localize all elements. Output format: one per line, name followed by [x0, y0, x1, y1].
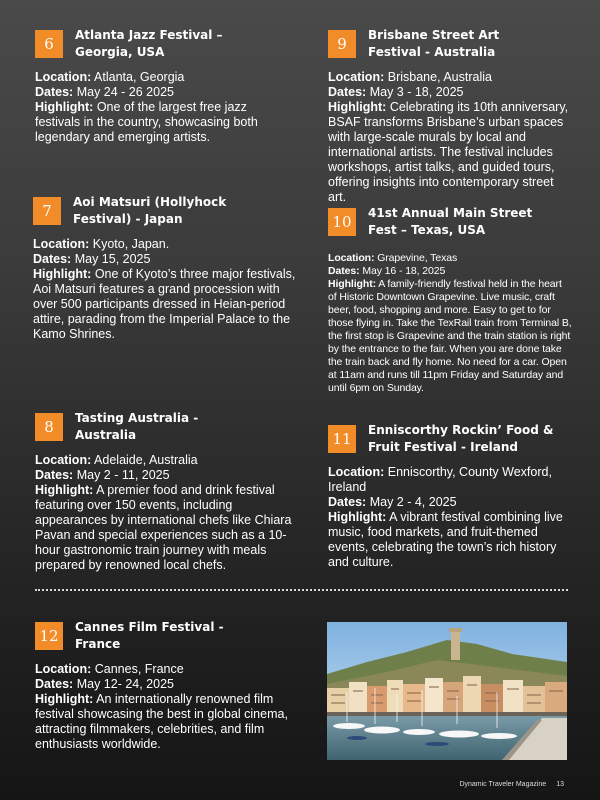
- dates-label: Dates:: [328, 85, 367, 99]
- location-value: Atlanta, Georgia: [94, 70, 185, 84]
- location-value: Enniscorthy, County Wexford, Ireland: [328, 465, 552, 494]
- location-value: Cannes, France: [94, 662, 184, 676]
- entry-header: [33, 197, 298, 237]
- location-label: Location:: [33, 237, 90, 251]
- highlight-label: Highlight:: [328, 510, 387, 524]
- page-number: 13: [556, 781, 564, 788]
- highlight-label: Highlight:: [328, 278, 376, 290]
- entry-number-badge: 11: [328, 425, 356, 453]
- entry-title: Atlanta Jazz Festival – Georgia, USA: [75, 28, 223, 59]
- dates-label: Dates:: [35, 677, 74, 691]
- entry-header: [328, 30, 573, 70]
- location-label: Location:: [328, 252, 375, 264]
- location-label: Location:: [35, 453, 92, 467]
- highlight-label: Highlight:: [328, 100, 387, 114]
- location-value: Brisbane, Australia: [387, 70, 492, 84]
- entry-body: [328, 70, 573, 205]
- entry-number-badge: 7: [33, 197, 61, 225]
- highlight-value: One of the largest free jazz festivals in the country, showcasing both legendary and emerging artists.: [35, 100, 258, 144]
- festival-entry-8: [35, 413, 300, 573]
- festival-entry-7: [33, 197, 298, 342]
- entry-number-badge: 6: [35, 30, 63, 58]
- highlight-value: One of Kyoto’s three major festivals, Aoi Matsuri features a grand procession with over 500 participants dressed in Heian-period attire, parading from the Imperial Palace to the Kamo Shrines.: [33, 267, 296, 341]
- page-footer: [449, 781, 564, 788]
- location-label: Location:: [35, 70, 92, 84]
- dates-value: May 24 - 26 2025: [76, 85, 174, 99]
- festival-entry-9: [328, 30, 573, 205]
- entry-header: [35, 622, 297, 662]
- festival-entry-10: [328, 208, 573, 395]
- highlight-label: Highlight:: [35, 692, 94, 706]
- highlight-value: A premier food and drink festival featuring over 150 events, including appearances by international chefs like Chiara Pavan and special experiences such as a 10-hour gastronomic train journey with meals prepared by renowned local chefs.: [35, 483, 292, 572]
- dates-value: May 12- 24, 2025: [76, 677, 174, 691]
- location-value: Adelaide, Australia: [94, 453, 198, 467]
- highlight-value: Celebrating its 10th anniversary, BSAF transforms Brisbane’s urban spaces with large-scale murals by local and international artists. The festival includes workshops, artist talks, and guided tours, offering insights into contemporary street art.: [328, 100, 569, 204]
- entry-body: [35, 662, 297, 752]
- entry-header: [328, 208, 573, 252]
- entry-number-badge: 8: [35, 413, 63, 441]
- location-label: Location:: [328, 70, 385, 84]
- dotted-divider: [35, 589, 568, 591]
- highlight-label: Highlight:: [35, 483, 94, 497]
- entry-body: [328, 465, 573, 570]
- entry-title: 41st Annual Main Street Fest – Texas, USA: [368, 206, 533, 237]
- location-value: Grapevine, Texas: [377, 252, 458, 264]
- dates-label: Dates:: [328, 265, 360, 277]
- festival-entry-11: [328, 425, 573, 570]
- dates-value: May 16 - 18, 2025: [362, 265, 446, 277]
- entry-body: [328, 252, 573, 395]
- highlight-value: A family-friendly festival held in the heart of Historic Downtown Grapevine. Live music, craft beer, food, shopping and more. Easy to get to for those flying in. Take the TexRail train from Terminal B, the first stop is Grapevine and the train station is right by the entrance to the fair. When you are done take the train back and fly home. No need for a car. Open at 11am and runs till 11pm Friday and Saturday and until 6pm on Sunday.: [328, 278, 572, 394]
- dates-value: May 2 - 11, 2025: [76, 468, 170, 482]
- highlight-label: Highlight:: [35, 100, 94, 114]
- dates-value: May 3 - 18, 2025: [369, 85, 464, 99]
- dates-label: Dates:: [328, 495, 367, 509]
- entry-header: [35, 30, 290, 70]
- entry-number-badge: 9: [328, 30, 356, 58]
- location-label: Location:: [328, 465, 385, 479]
- dates-value: May 15, 2025: [74, 252, 151, 266]
- location-value: Kyoto, Japan.: [92, 237, 170, 251]
- entry-body: [35, 70, 290, 145]
- dates-label: Dates:: [33, 252, 72, 266]
- entry-number-badge: 12: [35, 622, 63, 650]
- entry-body: [33, 237, 298, 342]
- location-label: Location:: [35, 662, 92, 676]
- entry-header: [35, 413, 300, 453]
- dates-label: Dates:: [35, 468, 74, 482]
- dates-value: May 2 - 4, 2025: [369, 495, 457, 509]
- dates-label: Dates:: [35, 85, 74, 99]
- entry-title: Cannes Film Festival - France: [75, 620, 224, 651]
- festival-entry-12: [35, 622, 297, 752]
- entry-title: Tasting Australia - Australia: [75, 411, 199, 442]
- cannes-harbor-photo: [327, 622, 567, 760]
- entry-title: Brisbane Street Art Festival - Australia: [368, 28, 500, 59]
- magazine-name: Dynamic Traveler Magazine: [459, 781, 547, 788]
- festival-entry-6: [35, 30, 290, 145]
- highlight-label: Highlight:: [33, 267, 92, 281]
- entry-header: [328, 425, 573, 465]
- entry-title: Enniscorthy Rockin’ Food & Fruit Festival - Ireland: [368, 423, 554, 454]
- highlight-value: An internationally renowned film festival showcasing the best in global cinema, attracting filmmakers, celebrities, and film enthusiasts worldwide.: [35, 692, 288, 751]
- highlight-value: A vibrant festival combining live music, food markets, and fruit-themed events, celebrating the town’s rich history and culture.: [328, 510, 563, 569]
- entry-title: Aoi Matsuri (Hollyhock Festival) - Japan: [73, 195, 227, 226]
- entry-body: [35, 453, 300, 573]
- entry-number-badge: 10: [328, 208, 356, 236]
